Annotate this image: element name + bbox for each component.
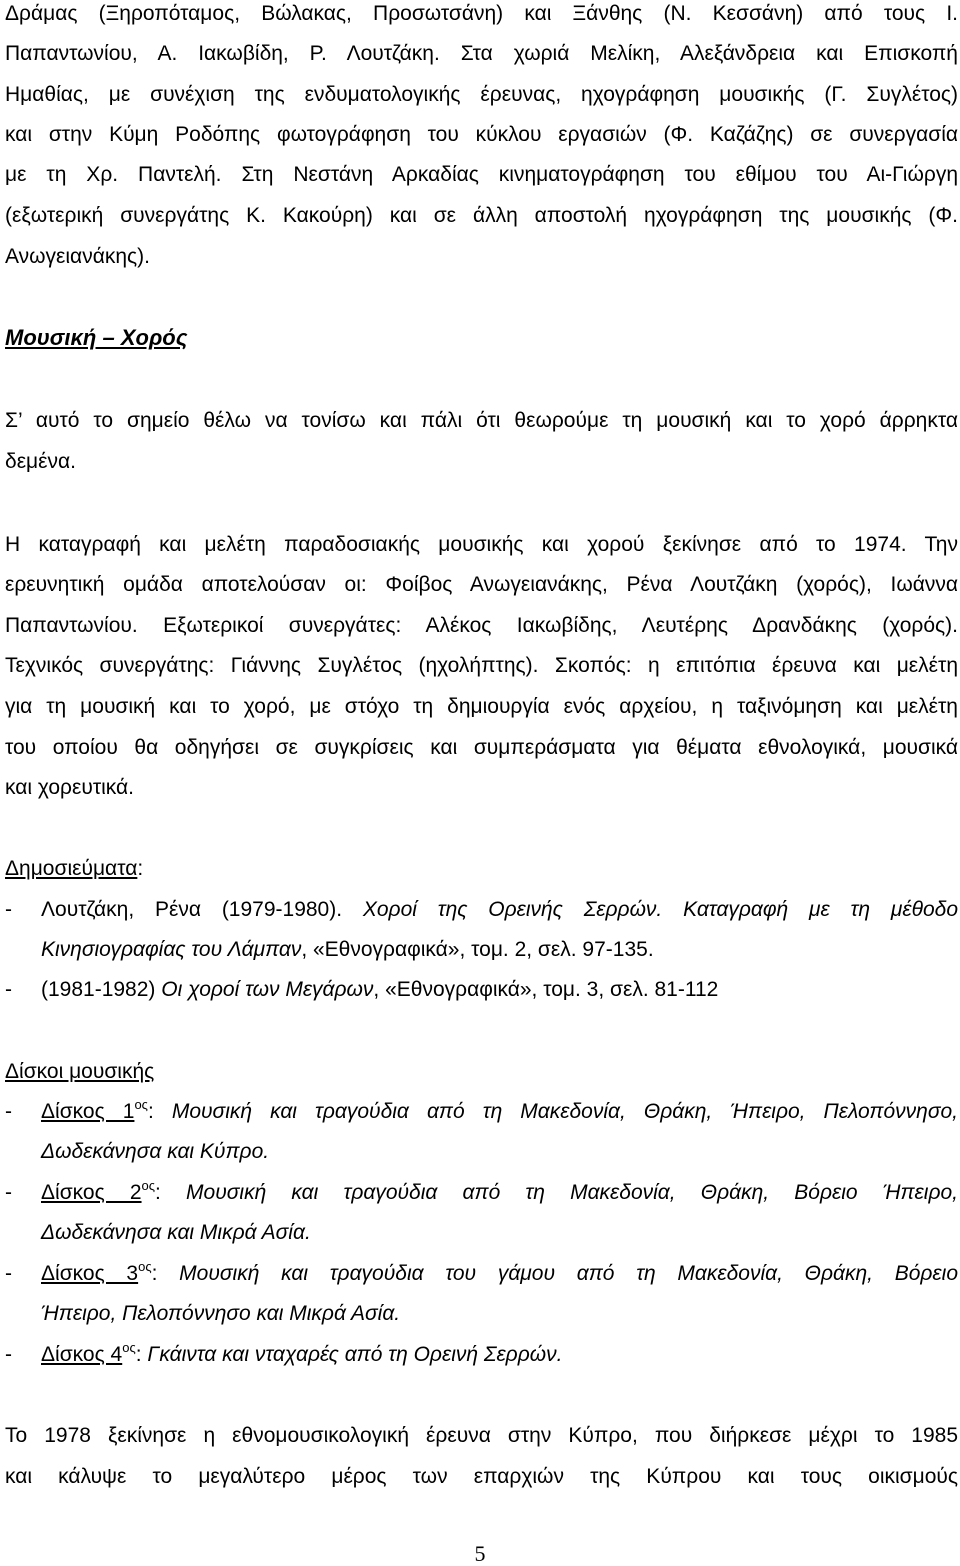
body-text-line: Σ’ αυτό το σημείο θέλω να τονίσω και πάλι ότι θεωρούμε τη μουσική και το χορό άρρηκτα — [5, 409, 958, 432]
body-text-line: δεμένα. — [5, 450, 76, 473]
body-text-line: με τη Χρ. Παντελή. Στη Νεστάνη Αρκαδίας κινηματογράφηση του εθίμου του Αι-Γιώργη — [5, 163, 958, 186]
publication-item-1 — [41, 899, 958, 920]
disc-description: Μουσική και τραγούδια από τη Μακεδονία, Θράκη, Ήπειρο, Πελοπόννησο, — [171, 1100, 959, 1123]
disc-item-4 — [41, 1340, 563, 1366]
disc-ordinal: ος — [134, 1097, 148, 1112]
disc-item-3-cont: Ήπειρο, Πελοπόννησο και Μικρά Ασία. — [41, 1302, 401, 1325]
disc-colon: : — [151, 1262, 180, 1285]
body-text-line: Το 1978 ξεκίνησε η εθνομουσικολογική έρευνα στην Κύπρο, που διήρκεσε μέχρι το 1985 — [5, 1424, 958, 1447]
publication-source: , «Εθνογραφικά», τομ. 2, σελ. 97-135. — [301, 938, 654, 961]
body-text-line: Τεχνικός συνεργάτης: Γιάννης Συγλέτος (ηχολήπτης). Σκοπός: η επιτόπια έρευνα και μελέτη — [5, 654, 958, 677]
body-text-line: για τη μουσική και το χορό, με στόχο τη δημιουργία ενός αρχείου, η ταξινόμηση και μελέτη — [5, 695, 958, 718]
publications-heading — [5, 858, 143, 879]
body-text-line: (εξωτερική συνεργάτης Κ. Κακούρη) και σε άλλη αποστολή ηχογράφηση της μουσικής (Φ. — [5, 204, 958, 227]
publications-heading-colon: : — [137, 857, 144, 880]
disc-item-3 — [41, 1259, 959, 1285]
publication-year: (1981-1982) — [41, 978, 162, 1001]
disc-item-1-cont: Δωδεκάνησα και Κύπρο. — [41, 1140, 270, 1163]
disc-ordinal: ος — [138, 1259, 152, 1274]
disc-label: Δίσκος 4 — [41, 1343, 123, 1366]
body-text-line: και χορευτικά. — [5, 776, 134, 799]
disc-description: Γκάιντα και νταχαρές από τη Ορεινή Σερρών. — [147, 1343, 563, 1366]
disc-item-1 — [41, 1097, 959, 1123]
disc-colon: : — [135, 1343, 148, 1366]
page-number: 5 — [474, 1541, 486, 1566]
disc-item-2-cont: Δωδεκάνησα και Μικρά Ασία. — [41, 1221, 311, 1244]
body-text-line: του οποίου θα οδηγήσει σε συγκρίσεις και συμπεράσματα για θέματα εθνολογικά, μουσικά — [5, 736, 958, 759]
body-text-line: Παπαντωνίου. Εξωτερικοί συνεργάτες: Αλέκος Ιακωβίδης, Λευτέρης Δρανδάκης (χορός). — [5, 614, 958, 637]
list-bullet-dash: - — [5, 1100, 12, 1123]
disc-colon: : — [155, 1181, 187, 1204]
disc-label: Δίσκος 3 — [41, 1262, 139, 1285]
list-bullet-dash: - — [5, 1262, 12, 1285]
disc-colon: : — [147, 1100, 172, 1123]
body-text-line: και στην Κύμη Ροδόπης φωτογράφηση του κύκλου εργασιών (Φ. Καζάζης) σε συνεργασία — [5, 123, 958, 146]
publication-title: Χοροί της Ορεινής Σερρών. Καταγραφή με τη μέθοδο — [362, 898, 958, 921]
body-text-line: Ανωγειανάκης). — [5, 245, 150, 268]
list-bullet-dash: - — [5, 1343, 12, 1366]
publication-title: Κινησιογραφίας του Λάμπαν — [41, 938, 302, 961]
body-text-line: και κάλυψε το μεγαλύτερο μέρος των επαρχιών της Κύπρου και τους οικισμούς — [5, 1465, 958, 1488]
body-text-line: Ημαθίας, με συνέχιση της ενδυματολογικής έρευνας, ηχογράφηση μουσικής (Γ. Συγλέτος) — [5, 83, 958, 106]
body-text-line: Δράμας (Ξηροπόταμος, Βώλακας, Προσωτσάνη) και Ξάνθης (Ν. Κεσσάνη) από τους Ι. — [5, 2, 958, 25]
publication-item-2 — [41, 979, 718, 1000]
publication-item-1-cont — [41, 939, 654, 960]
publications-heading-label: Δημοσιεύματα — [5, 857, 138, 880]
disc-label: Δίσκος 1 — [41, 1100, 135, 1123]
disc-item-2 — [41, 1178, 958, 1204]
section-heading: Μουσική – Χορός — [5, 325, 188, 350]
publication-source: , «Εθνογραφικά», τομ. 3, σελ. 81-112 — [373, 978, 719, 1001]
body-text-line: Παπαντωνίου, Α. Ιακωβίδη, Ρ. Λουτζάκη. Στα χωριά Μελίκη, Αλεξάνδρεια και Επισκοπή — [5, 42, 958, 65]
publication-title: Οι χοροί των Μεγάρων — [161, 978, 374, 1001]
disc-description: Μουσική και τραγούδια από τη Μακεδονία, Θράκη, Βόρειο Ήπειρο, — [186, 1181, 958, 1204]
disc-ordinal: ος — [122, 1340, 136, 1355]
list-bullet-dash: - — [5, 898, 12, 921]
publication-author: Λουτζάκη, Ρένα (1979-1980). — [41, 898, 363, 921]
list-bullet-dash: - — [5, 978, 12, 1001]
discs-heading: Δίσκοι μουσικής — [5, 1060, 155, 1083]
body-text-line: ερευνητική ομάδα αποτελούσαν οι: Φοίβος Ανωγειανάκης, Ρένα Λουτζάκη (χορός), Ιωάννα — [5, 573, 958, 596]
list-bullet-dash: - — [5, 1181, 12, 1204]
disc-description: Μουσική και τραγούδια του γάμου από τη Μακεδονία, Θράκη, Βόρειο — [179, 1262, 959, 1285]
disc-ordinal: ος — [141, 1178, 156, 1193]
disc-label: Δίσκος 2 — [41, 1181, 142, 1204]
body-text-line: Η καταγραφή και μελέτη παραδοσιακής μουσικής και χορού ξεκίνησε από το 1974. Την — [5, 533, 958, 556]
